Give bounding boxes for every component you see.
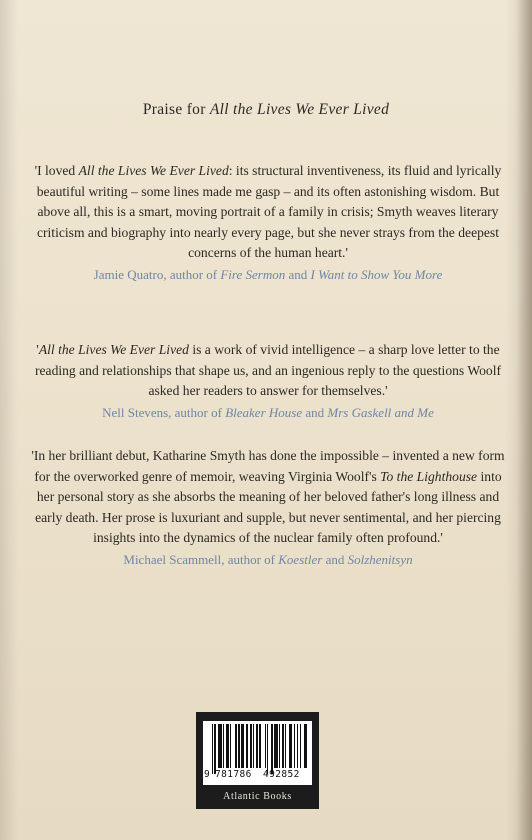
attribution-work: Solzhenitsyn (347, 551, 413, 567)
quote-lead: 'In her brilliant debut, Katharine Smyth has done the impossible – invented a new form for the overworked genre of memoir, weaving Virginia Woolf's (31, 448, 505, 484)
attribution-author: Jamie Quatro, author of (93, 266, 221, 282)
attribution-and: and (322, 551, 348, 567)
barcode-panel (196, 712, 319, 809)
barcode-bar (271, 724, 273, 774)
barcode-bar (212, 724, 213, 774)
attribution-and: and (302, 404, 328, 420)
barcode-bar (282, 724, 284, 768)
quote-book-title: To the Lighthouse (380, 468, 478, 484)
barcode-digits-right: 492852 (263, 769, 300, 780)
attribution-and: and (285, 266, 311, 282)
barcode-bar (294, 724, 295, 768)
barcode-bar (256, 724, 257, 768)
barcode-bar (267, 724, 268, 774)
attribution-work: Bleaker House (225, 404, 303, 420)
attribution-work: I Want to Show You More (310, 266, 443, 282)
quote-body: is a work of vivid intelligence – a sharp love letter to the reading and relationships that shape us, and an ingenious reply to the questions Woolf asked her readers to answer for themselves.' (34, 342, 502, 399)
barcode-bar (285, 724, 286, 768)
barcode-bar (250, 724, 251, 768)
barcode-bar (241, 724, 245, 768)
attribution-author: Nell Stevens, author of (102, 404, 226, 420)
barcode-bar (265, 724, 266, 768)
attribution-author: Michael Scammell, author of (123, 551, 279, 567)
review-quote-stevens (28, 340, 508, 423)
quote-body: into her personal story as she absorbs the meaning of her beloved father's long illness and early death. Her prose is luxuriant and supple, but never sentimental, and her piercing insights into the dynamics of the nuclear family often profound.' (35, 468, 502, 546)
barcode-bar (297, 724, 298, 768)
barcode-digit-lead: 9 (204, 769, 210, 780)
attribution-work: Fire Sermon (220, 266, 286, 282)
barcode-bar (235, 724, 237, 768)
edge-shadow (516, 0, 532, 840)
publisher-name: Atlantic Books (223, 791, 292, 802)
barcode-bar (246, 724, 248, 768)
quote-body: : its structural inventiveness, its fluid and lyrically beautiful writing – some lines made me gasp – and its often astonishing wisdom. But above all, this is a smart, moving portrait of a family in crisis; Smyth weaves literary criticism and biography into nearly every page, but she never strays from the deepest concerns of the human heart.' (36, 163, 502, 261)
barcode-bar (274, 724, 278, 768)
barcode-bar (214, 724, 215, 774)
barcode (203, 721, 312, 785)
quote-attribution (28, 550, 508, 570)
barcode-bar (253, 724, 254, 768)
attribution-work: Koestler (278, 551, 323, 567)
barcode-bar (226, 724, 228, 768)
barcode-bar (279, 724, 280, 768)
barcode-bar (289, 724, 293, 768)
quote-attribution (28, 265, 508, 285)
quote-attribution (28, 403, 508, 423)
quote-book-title: All the Lives We Ever Lived (38, 342, 189, 357)
review-quote-scammell (28, 446, 508, 570)
barcode-bar (238, 724, 239, 768)
praise-heading (0, 101, 532, 119)
barcode-bar (304, 724, 306, 768)
barcode-bars (203, 724, 312, 768)
barcode-bar (223, 724, 224, 768)
heading-prefix: Praise for (142, 101, 210, 118)
quote-open: ' (36, 342, 39, 357)
heading-title: All the Lives We Ever Lived (209, 101, 390, 118)
barcode-bar (300, 724, 301, 768)
quote-book-title: All the Lives We Ever Lived (78, 163, 229, 178)
barcode-bar (259, 724, 261, 768)
barcode-bar (218, 724, 222, 768)
barcode-digits-left: 781786 (215, 769, 252, 780)
attribution-work: Mrs Gaskell and Me (327, 404, 434, 420)
barcode-bar (230, 724, 231, 768)
review-quote-quatro (28, 161, 508, 285)
quote-open: 'I loved (34, 163, 79, 178)
